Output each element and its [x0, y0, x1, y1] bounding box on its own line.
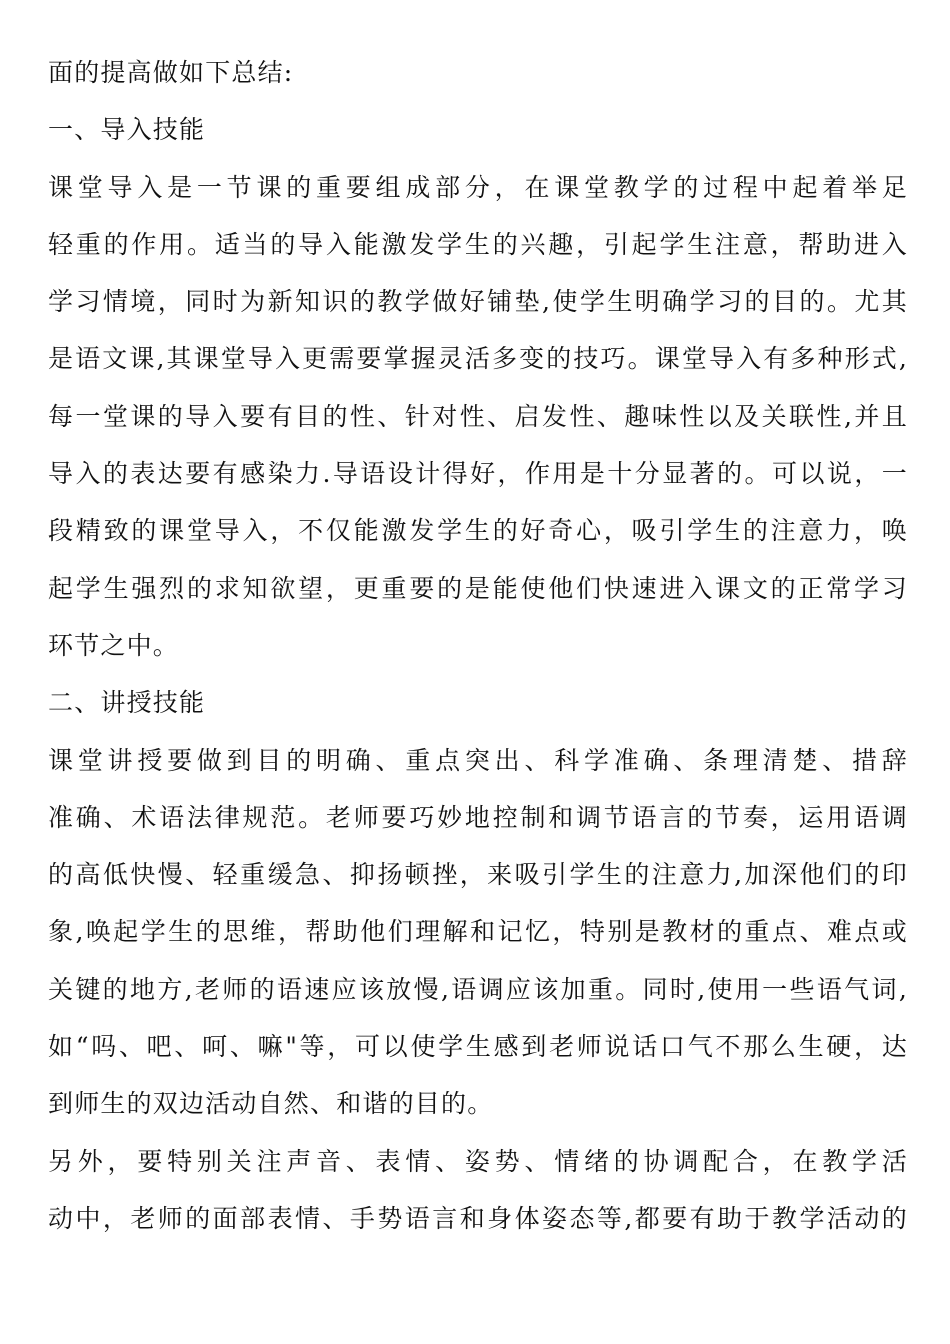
paragraph-line: 段精致的课堂导入，不仅能激发学生的好奇心，吸引学生的注意力，唤: [48, 516, 908, 546]
paragraph-line: 象,唤起学生的思维，帮助他们理解和记忆，特别是教材的重点、难点或: [48, 917, 908, 947]
paragraph-line: 学习情境，同时为新知识的教学做好铺垫,使学生明确学习的目的。尤其: [48, 287, 908, 317]
section-heading: 一、导入技能: [48, 115, 206, 145]
paragraph-line: 面的提高做如下总结:: [48, 58, 294, 87]
paragraph-line: 环节之中。: [48, 630, 180, 660]
paragraph-line: 如“吗、吧、呵、嘛"等，可以使学生感到老师说话口气不那么生硬，达: [48, 1032, 908, 1062]
paragraph-line: 是语文课,其课堂导入更需要掌握灵活多变的技巧。课堂导入有多种形式,: [48, 344, 908, 374]
paragraph-line: 每一堂课的导入要有目的性、针对性、启发性、趣味性以及关联性,并且: [48, 401, 908, 431]
paragraph-line: 准确、术语法律规范。老师要巧妙地控制和调节语言的节奏，运用语调: [48, 802, 908, 832]
paragraph-line: 课堂讲授要做到目的明确、重点突出、科学准确、条理清楚、措辞: [48, 745, 908, 775]
section-heading: 二、讲授技能: [48, 688, 206, 718]
paragraph-line: 导入的表达要有感染力.导语设计得好，作用是十分显著的。可以说，一: [48, 459, 908, 489]
paragraph-line: 的高低快慢、轻重缓急、抑扬顿挫，来吸引学生的注意力,加深他们的印: [48, 860, 908, 890]
paragraph-line: 轻重的作用。适当的导入能激发学生的兴趣，引起学生注意，帮助进入: [48, 229, 908, 259]
paragraph-line: 关键的地方,老师的语速应该放慢,语调应该加重。同时,使用一些语气词,: [48, 974, 908, 1004]
paragraph-line: 另外，要特别关注声音、表情、姿势、情绪的协调配合，在教学活: [48, 1146, 908, 1176]
paragraph-line: 课堂导入是一节课的重要组成部分，在课堂教学的过程中起着举足: [48, 172, 908, 202]
paragraph-line: 到师生的双边活动自然、和谐的目的。: [48, 1089, 494, 1119]
document-body: [48, 44, 908, 1247]
paragraph-line: 动中，老师的面部表情、手势语言和身体姿态等,都要有助于教学活动的: [48, 1203, 908, 1233]
paragraph-line: 起学生强烈的求知欲望，更重要的是能使他们快速进入课文的正常学习: [48, 573, 908, 603]
